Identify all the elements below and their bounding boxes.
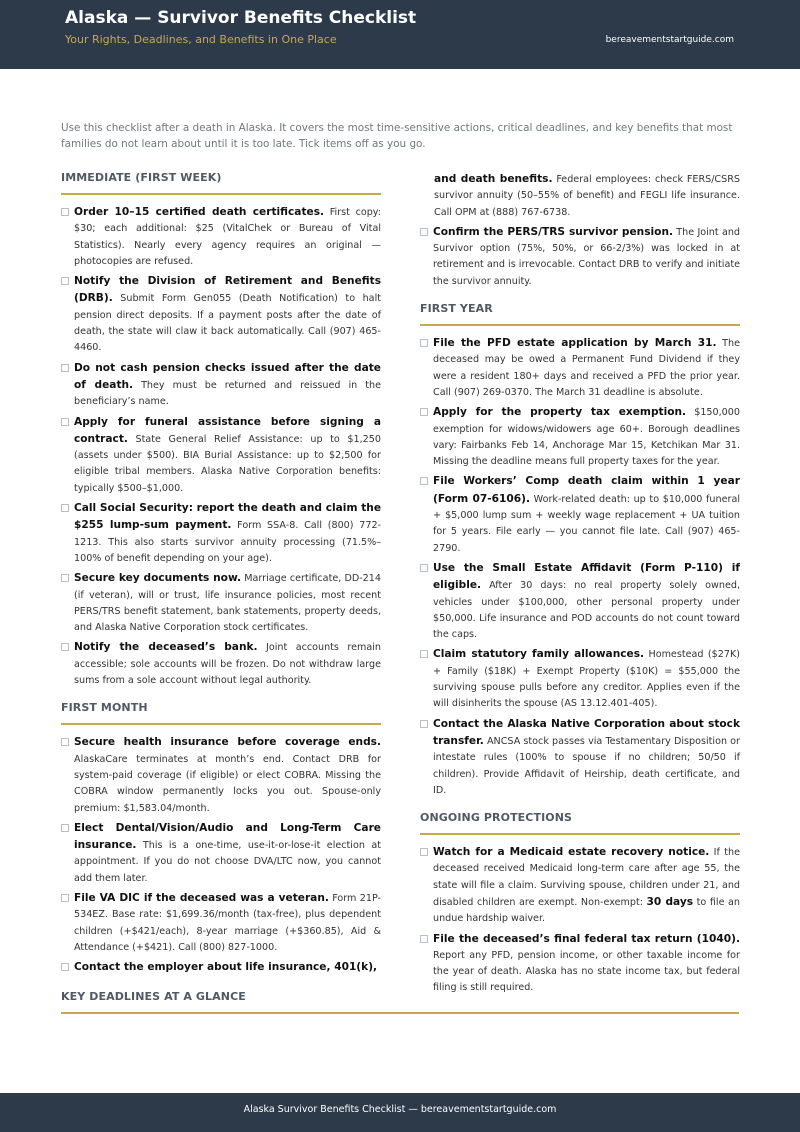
item-bold: Watch for a Medicaid estate recovery notice.	[433, 846, 710, 859]
section-deadlines	[61, 990, 739, 1023]
checklist-item	[61, 820, 381, 887]
item-text	[74, 500, 381, 567]
item-desc: ANCSA stock passes via Testamentary Disposition or intestate rules (100% to spouse if no children; 50/50 if children). Provide Affidavit of Heirship, death certificate, and ID.	[433, 735, 740, 796]
left-column	[61, 171, 381, 988]
item-desc: Form SSA-8. Call (800) 772-1213. This also starts survivor annuity processing (71.5%–100% of benefit depending on your age).	[74, 520, 382, 564]
checkbox[interactable]	[420, 477, 428, 485]
item-desc: Joint accounts remain accessible; sole accounts will be frozen. Do not withdraw large sums from a sole account without legal authority.	[74, 642, 381, 687]
checklist-item	[61, 273, 381, 356]
checklist-item	[420, 646, 740, 712]
page-header	[0, 0, 800, 69]
item-bold: and death benefits.	[434, 173, 553, 185]
item-desc: Work-related death: up to $10,000 funeral + $5,000 lump sum + weekly wage replacement + UA tuition for 5 years. File early — you cannot file late. Call (907) 465-2790.	[433, 493, 740, 554]
item-bold: Secure health insurance before coverage ends.	[74, 736, 381, 749]
item-desc: First copy: $30; each additional: $25 (VitalChek or Bureau of Vital Statistics). Nearly every agency requires an original — photocopies are refused.	[74, 207, 382, 267]
item-bold: File the deceased’s final federal tax return (1040).	[433, 932, 740, 945]
item-desc: Form 21P-534EZ. Base rate: $1,699.36/month (tax-free), plus dependent children (+$421/each), 8-year marriage (+$360.85), Aid & Attendance (+$421). Call (800) 827-1000.	[74, 892, 381, 953]
checklist	[420, 224, 740, 290]
checkbox[interactable]	[420, 408, 428, 416]
checklist	[61, 734, 381, 976]
checkbox[interactable]	[61, 894, 69, 902]
item-bold: Contact the Alaska Native Corporation about stock transfer.	[433, 717, 740, 747]
checklist-item	[420, 224, 740, 290]
section-title: ONGOING PROTECTIONS	[420, 811, 740, 835]
item-text	[433, 844, 740, 927]
checkbox[interactable]	[61, 824, 69, 832]
item-desc: AlaskaCare terminates at month’s end. Contact DRB for system-paid coverage (if eligible) or elect COBRA. Missing the COBRA window permanently locks you out. Spouse-only premium: $1,583.04/month.	[74, 753, 381, 814]
item-desc: Marriage certificate, DD-214 (if veteran), will or trust, life insurance policies, most recent PERS/TRS benefit statement, bank statements, property deeds, and Alaska Native Corporation stock certificates.	[74, 573, 381, 634]
checkbox[interactable]	[420, 935, 428, 943]
item-text	[74, 273, 381, 356]
checklist-item	[61, 414, 381, 497]
item-bold: Notify the deceased’s bank.	[74, 641, 258, 654]
item-text	[433, 560, 740, 643]
section-title: IMMEDIATE (FIRST WEEK)	[61, 171, 381, 195]
item-text	[74, 959, 381, 976]
item-desc: Report any PFD, pension income, or other taxable income for the year of death. Alaska has no state income tax, but federal filing is still required.	[433, 949, 740, 994]
item-bold: Secure key documents now.	[74, 572, 242, 585]
continued-item-text	[420, 171, 740, 221]
checklist	[61, 204, 381, 689]
item-desc-tail: to file an undue hardship waiver.	[433, 896, 740, 925]
checkbox[interactable]	[61, 643, 69, 651]
checkbox[interactable]	[420, 848, 428, 856]
item-desc: If the deceased received Medicaid long-term care after age 55, the state will file a claim. Surviving spouse, children under 21, and disabled children are exempt. Non-exempt:	[433, 847, 740, 908]
item-text	[74, 639, 381, 689]
item-text: Federal employees: check FERS/CSRS survivor annuity (50–55% of benefit) and FEGLI life insurance. Call OPM at (888) 767-6738.	[434, 174, 740, 218]
item-text	[433, 473, 740, 556]
item-bold: Elect Dental/Vision/Audio and Long-Term Care insurance.	[74, 821, 381, 852]
checklist-item	[420, 335, 740, 401]
checkbox[interactable]	[61, 418, 69, 426]
checkbox[interactable]	[420, 564, 428, 572]
checklist-item	[61, 500, 381, 567]
item-desc: Submit Form Gen055 (Death Notification) to halt pension direct deposits. If a payment posts after the date of death, the state will claw it back automatically. Call (907) 465-4460.	[74, 293, 381, 354]
section-immediate	[61, 171, 381, 689]
checklist-item	[420, 473, 740, 556]
checklist-item	[61, 734, 381, 816]
page-title: Alaska — Survivor Benefits Checklist	[65, 8, 417, 28]
item-desc: $150,000 exemption for widows/widowers age 60+. Borough deadlines vary: Fairbanks Feb 14, Anchorage Mar 15, Ketchikan Mar 31. Missing the deadline means full property taxes for the year.	[433, 407, 740, 468]
footer-text: Alaska Survivor Benefits Checklist — bereavementstartguide.com	[243, 1104, 557, 1115]
section-title: FIRST YEAR	[420, 302, 740, 326]
item-text	[74, 204, 381, 270]
checkbox[interactable]	[61, 277, 69, 285]
item-bold: File VA DIC if the deceased was a veteran.	[74, 891, 329, 904]
item-text	[74, 414, 381, 497]
item-desc: After 30 days: no real property solely owned, vehicles under $100,000, other personal property under $50,000. Life insurance and POD accounts do not count toward the caps.	[433, 580, 740, 641]
site-name: bereavementstartguide.com	[605, 35, 734, 45]
checkbox[interactable]	[61, 364, 69, 372]
checklist-item	[420, 716, 740, 799]
item-desc: This is a one-time, use-it-or-lose-it election at appointment. If you do not choose DVA/LTC now, you cannot add them later.	[74, 840, 381, 884]
section-ongoing	[420, 811, 740, 997]
checkbox[interactable]	[420, 720, 428, 728]
checklist	[420, 335, 740, 799]
item-text	[433, 716, 740, 799]
section-first-year	[420, 302, 740, 799]
item-desc: State General Relief Assistance: up to $1,250 (assets under $500). BIA Burial Assistance: up to $2,500 for eligible tribal members. Alaska Native Corporation benefits: typically $500–$1,000.	[74, 433, 381, 494]
item-text	[433, 646, 740, 712]
item-text	[74, 360, 381, 411]
checklist-item	[61, 204, 381, 270]
right-column	[420, 171, 740, 1009]
page-footer	[0, 1093, 800, 1132]
item-bold: Apply for the property tax exemption.	[433, 406, 687, 419]
checklist-item	[61, 570, 381, 636]
checkbox[interactable]	[420, 228, 428, 236]
item-bold: Do not cash pension checks issued after the date of death.	[74, 361, 381, 391]
section-first-month	[61, 701, 381, 976]
checkbox[interactable]	[61, 504, 69, 512]
item-bold: Notify the Division of Retirement and Benefits (DRB).	[74, 275, 381, 305]
checklist-item	[61, 639, 381, 689]
item-text	[433, 404, 740, 470]
checklist-item	[61, 360, 381, 411]
checkbox[interactable]	[61, 963, 69, 971]
section-title: KEY DEADLINES AT A GLANCE	[61, 990, 739, 1014]
item-text	[74, 890, 381, 956]
item-bold: Contact the employer about life insurance, 401(k),	[74, 961, 378, 974]
item-bold: Call Social Security: report the death and claim the $255 lump-sum payment.	[74, 502, 381, 532]
item-text	[74, 820, 381, 887]
checklist-item	[420, 931, 740, 997]
item-desc: They must be returned and reissued in the beneficiary’s name.	[74, 379, 381, 408]
intro-text: Use this checklist after a death in Alaska. It covers the most time-sensitive actions, critical deadlines, and key benefits that most families do not learn about until it is too late. Tick items off as you go.	[61, 122, 733, 150]
item-bold: File Workers’ Comp death claim within 1 year (Form 07-6106).	[433, 475, 740, 505]
checkbox[interactable]	[420, 339, 428, 347]
checklist-item	[420, 844, 740, 927]
section-first-month-cont	[420, 224, 740, 290]
checklist-item	[420, 404, 740, 470]
item-emphasis: 30 days	[646, 895, 694, 908]
item-bold: Claim statutory family allowances.	[433, 648, 645, 661]
item-desc: Homestead ($27K) + Family ($18K) + Exempt Property ($10K) = $55,000 the surviving spouse pulls before any creditor. Applies even if the will disinherits the spouse (AS 13.12.401-405).	[433, 649, 740, 710]
checkbox[interactable]	[61, 574, 69, 582]
checklist	[420, 844, 740, 997]
item-bold: Confirm the PERS/TRS survivor pension.	[433, 225, 674, 238]
checklist-item	[61, 959, 381, 976]
item-text	[74, 570, 381, 636]
item-text	[74, 734, 381, 816]
item-bold: Order 10–15 certified death certificates.	[74, 206, 325, 218]
section-title: FIRST MONTH	[61, 701, 381, 725]
checkbox[interactable]	[61, 208, 69, 216]
item-text	[433, 224, 740, 290]
item-text	[433, 931, 740, 997]
item-text	[433, 335, 740, 401]
item-desc: The Joint and Survivor option (75%, 50%, or 66-2/3%) was locked in at retirement and is irrevocable. Contact DRB to verify and initiate the survivor annuity.	[433, 226, 740, 287]
checkbox[interactable]	[420, 650, 428, 658]
item-bold: File the PFD estate application by March 31.	[433, 337, 717, 350]
item-desc: The deceased may be owed a Permanent Fund Dividend if they were a resident 180+ days and received a PFD the prior year. Call (907) 269-0370. The March 31 deadline is absolute.	[433, 338, 740, 398]
page-subtitle: Your Rights, Deadlines, and Benefits in One Place	[65, 33, 337, 46]
checklist-item	[61, 890, 381, 956]
item-bold: Use the Small Estate Affidavit (Form P-110) if eligible.	[433, 561, 740, 592]
checkbox[interactable]	[61, 738, 69, 746]
item-bold: Apply for funeral assistance before signing a contract.	[74, 415, 381, 445]
checklist-item	[420, 560, 740, 643]
